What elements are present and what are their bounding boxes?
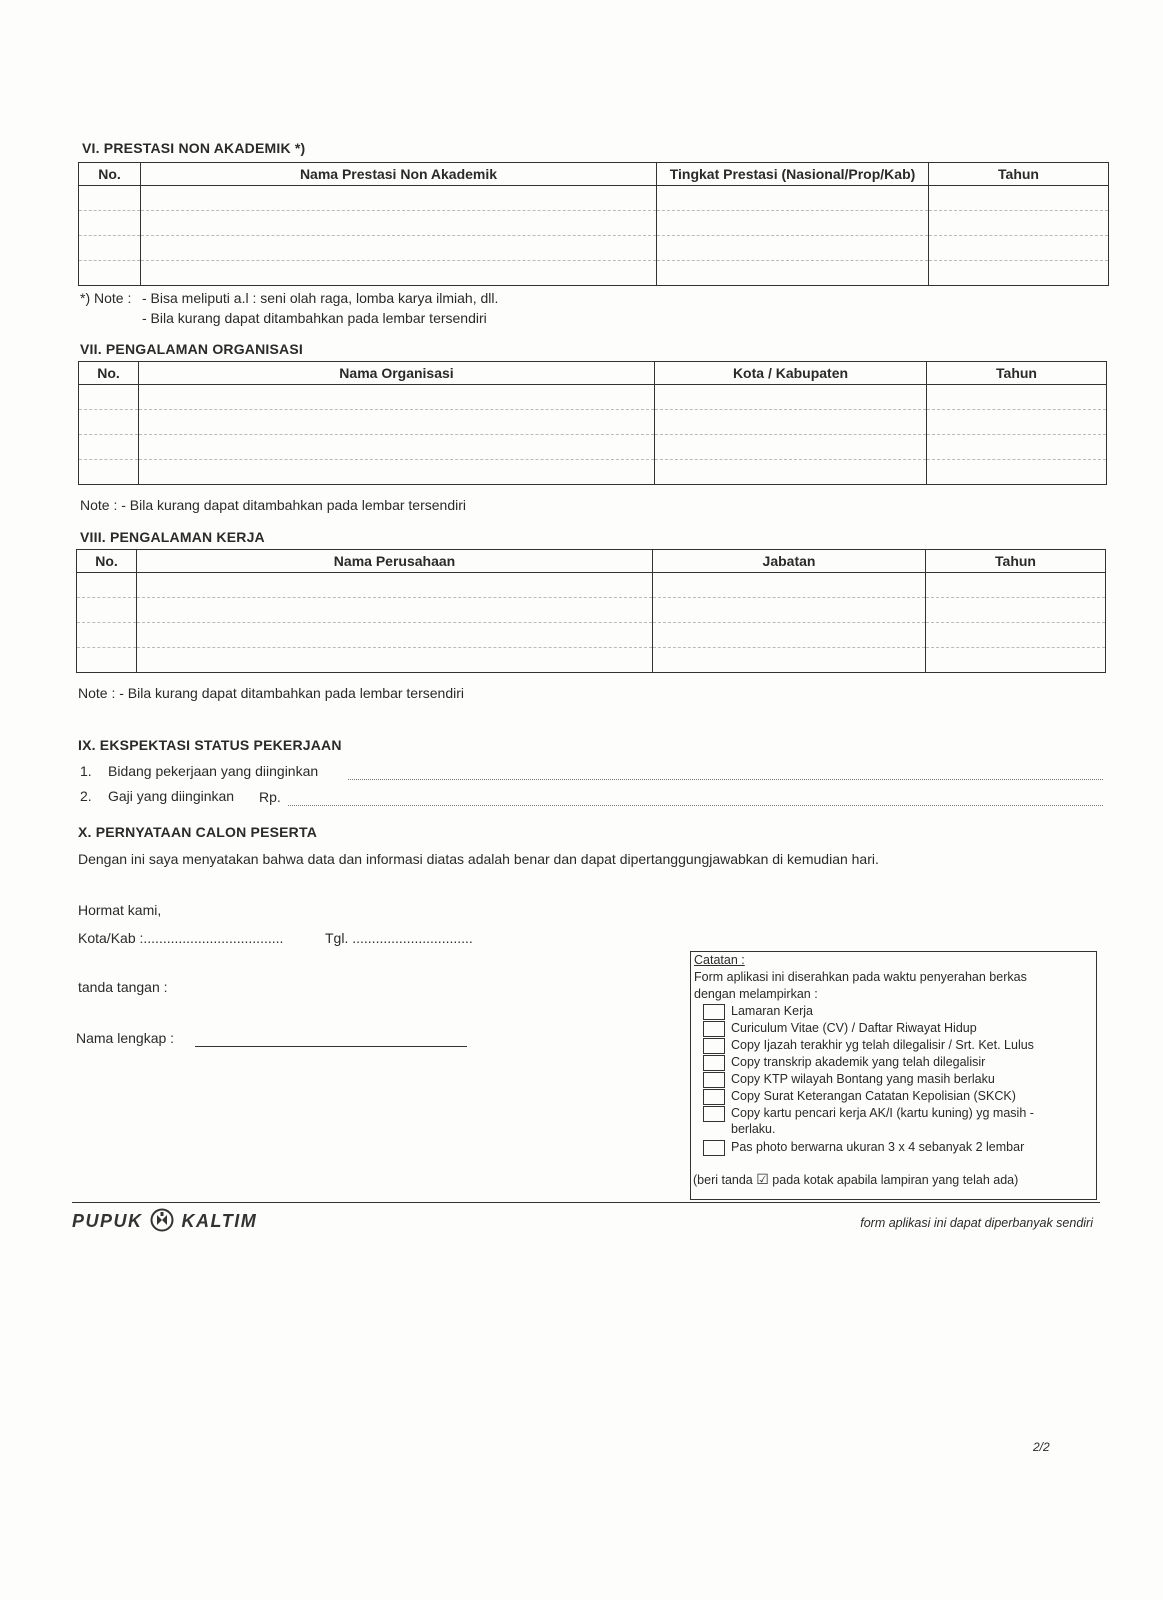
section-title-kerja: VIII. PENGALAMAN KERJA xyxy=(80,529,265,545)
checkbox[interactable] xyxy=(703,1021,725,1037)
checkbox[interactable] xyxy=(703,1106,725,1122)
catatan-footer: (beri tanda ☑ pada kotak apabila lampiran yang telah ada) xyxy=(693,1172,1019,1188)
table-row[interactable] xyxy=(79,186,1109,211)
table-row[interactable] xyxy=(77,598,1106,623)
checklist-item[interactable]: Copy KTP wilayah Bontang yang masih berlaku xyxy=(703,1071,995,1088)
item-number-2: 2. xyxy=(80,788,92,804)
table-row[interactable] xyxy=(79,236,1109,261)
note-organisasi: Note : - Bila kurang dapat ditambahkan pada lembar tersendiri xyxy=(80,497,466,513)
col-header-jabatan: Jabatan xyxy=(653,550,926,573)
catatan-intro-1: Form aplikasi ini diserahkan pada waktu penyerahan berkas xyxy=(694,970,1027,984)
catatan-intro-2: dengan melampirkan : xyxy=(694,987,818,1001)
table-row[interactable] xyxy=(77,573,1106,598)
logo-text-right: KALTIM xyxy=(181,1211,258,1231)
checkbox[interactable] xyxy=(703,1055,725,1071)
table-prestasi xyxy=(78,162,1109,286)
note-line-1: - Bisa meliputi a.l : seni olah raga, lomba karya ilmiah, dll. xyxy=(142,290,499,306)
table-row[interactable] xyxy=(79,385,1107,410)
gaji-label: Gaji yang diinginkan xyxy=(108,788,235,804)
bidang-pekerjaan-label: Bidang pekerjaan yang diinginkan xyxy=(108,763,319,779)
signature-label: tanda tangan : xyxy=(78,979,168,995)
checkbox[interactable] xyxy=(703,1089,725,1105)
catatan-box xyxy=(690,951,1097,1200)
col-header-kota: Kota / Kabupaten xyxy=(655,362,927,385)
checkbox[interactable] xyxy=(703,1004,725,1020)
tanggal-field[interactable]: Tgl. ............................... xyxy=(325,930,473,946)
note-kerja: Note : - Bila kurang dapat ditambahkan pada lembar tersendiri xyxy=(78,685,464,701)
col-header-nama-prestasi: Nama Prestasi Non Akademik xyxy=(141,163,657,186)
checklist-item[interactable]: Copy Surat Keterangan Catatan Kepolisian (SKCK) xyxy=(703,1088,1016,1105)
checklist-item[interactable]: Copy kartu pencari kerja AK/I (kartu kuning) yg masih - xyxy=(703,1105,1034,1122)
checklist-item[interactable]: Copy Ijazah terakhir yg telah dilegalisir / Srt. Ket. Lulus xyxy=(703,1037,1034,1054)
company-logo xyxy=(72,1208,257,1232)
table-row[interactable] xyxy=(79,460,1107,485)
section-title-ekspektasi: IX. EKSPEKTASI STATUS PEKERJAAN xyxy=(78,737,342,753)
fullname-field[interactable] xyxy=(195,1046,467,1047)
col-header-nama-organisasi: Nama Organisasi xyxy=(139,362,655,385)
checked-box-icon: ☑ xyxy=(756,1172,769,1188)
checklist-item[interactable]: Curiculum Vitae (CV) / Daftar Riwayat Hidup xyxy=(703,1020,977,1037)
col-header-tahun: Tahun xyxy=(927,362,1107,385)
section-title-prestasi: VI. PRESTASI NON AKADEMIK *) xyxy=(82,140,306,156)
section-title-organisasi: VII. PENGALAMAN ORGANISASI xyxy=(80,341,303,357)
table-row[interactable] xyxy=(77,648,1106,673)
col-header-nama-perusahaan: Nama Perusahaan xyxy=(137,550,653,573)
checklist-item[interactable]: Lamaran Kerja xyxy=(703,1003,813,1020)
checklist-item-continuation: berlaku. xyxy=(731,1122,776,1136)
fullname-label: Nama lengkap : xyxy=(76,1030,175,1046)
section-title-pernyataan: X. PERNYATAAN CALON PESERTA xyxy=(78,824,318,840)
checkbox[interactable] xyxy=(703,1140,725,1156)
footer-divider xyxy=(72,1202,1100,1203)
col-header-tingkat: Tingkat Prestasi (Nasional/Prop/Kab) xyxy=(657,163,929,186)
col-header-tahun: Tahun xyxy=(926,550,1106,573)
col-header-no: No. xyxy=(79,163,141,186)
col-header-no: No. xyxy=(79,362,139,385)
logo-text-left: PUPUK xyxy=(72,1211,143,1231)
pupuk-kaltim-emblem-icon xyxy=(149,1208,175,1232)
checkbox[interactable] xyxy=(703,1072,725,1088)
bidang-pekerjaan-field[interactable] xyxy=(348,779,1103,780)
kota-kab-field[interactable]: Kota/Kab :.................................... xyxy=(78,930,284,946)
checkbox[interactable] xyxy=(703,1038,725,1054)
closing-text: Hormat kami, xyxy=(78,902,162,918)
table-row[interactable] xyxy=(79,410,1107,435)
gaji-field[interactable] xyxy=(288,805,1103,806)
pernyataan-statement: Dengan ini saya menyatakan bahwa data dan informasi diatas adalah benar dan dapat dipertanggungjawabkan di kemudian hari. xyxy=(78,851,879,867)
checklist-item[interactable]: Pas photo berwarna ukuran 3 x 4 sebanyak 2 lembar xyxy=(703,1139,1024,1156)
table-row[interactable] xyxy=(77,623,1106,648)
col-header-tahun: Tahun xyxy=(929,163,1109,186)
col-header-no: No. xyxy=(77,550,137,573)
note-line-2: - Bila kurang dapat ditambahkan pada lembar tersendiri xyxy=(142,310,487,326)
table-row[interactable] xyxy=(79,435,1107,460)
page-number: 2/2 xyxy=(1033,1440,1050,1454)
table-organisasi xyxy=(78,361,1107,485)
catatan-title: Catatan : xyxy=(694,953,745,967)
table-kerja xyxy=(76,549,1106,673)
table-row[interactable] xyxy=(79,261,1109,286)
footer-note: form aplikasi ini dapat diperbanyak sendiri xyxy=(860,1216,1093,1230)
table-row[interactable] xyxy=(79,211,1109,236)
item-number-1: 1. xyxy=(80,763,92,779)
gaji-currency: Rp. xyxy=(259,789,281,805)
note-prefix: *) Note : xyxy=(80,290,132,306)
checklist-item[interactable]: Copy transkrip akademik yang telah dilegalisir xyxy=(703,1054,985,1071)
